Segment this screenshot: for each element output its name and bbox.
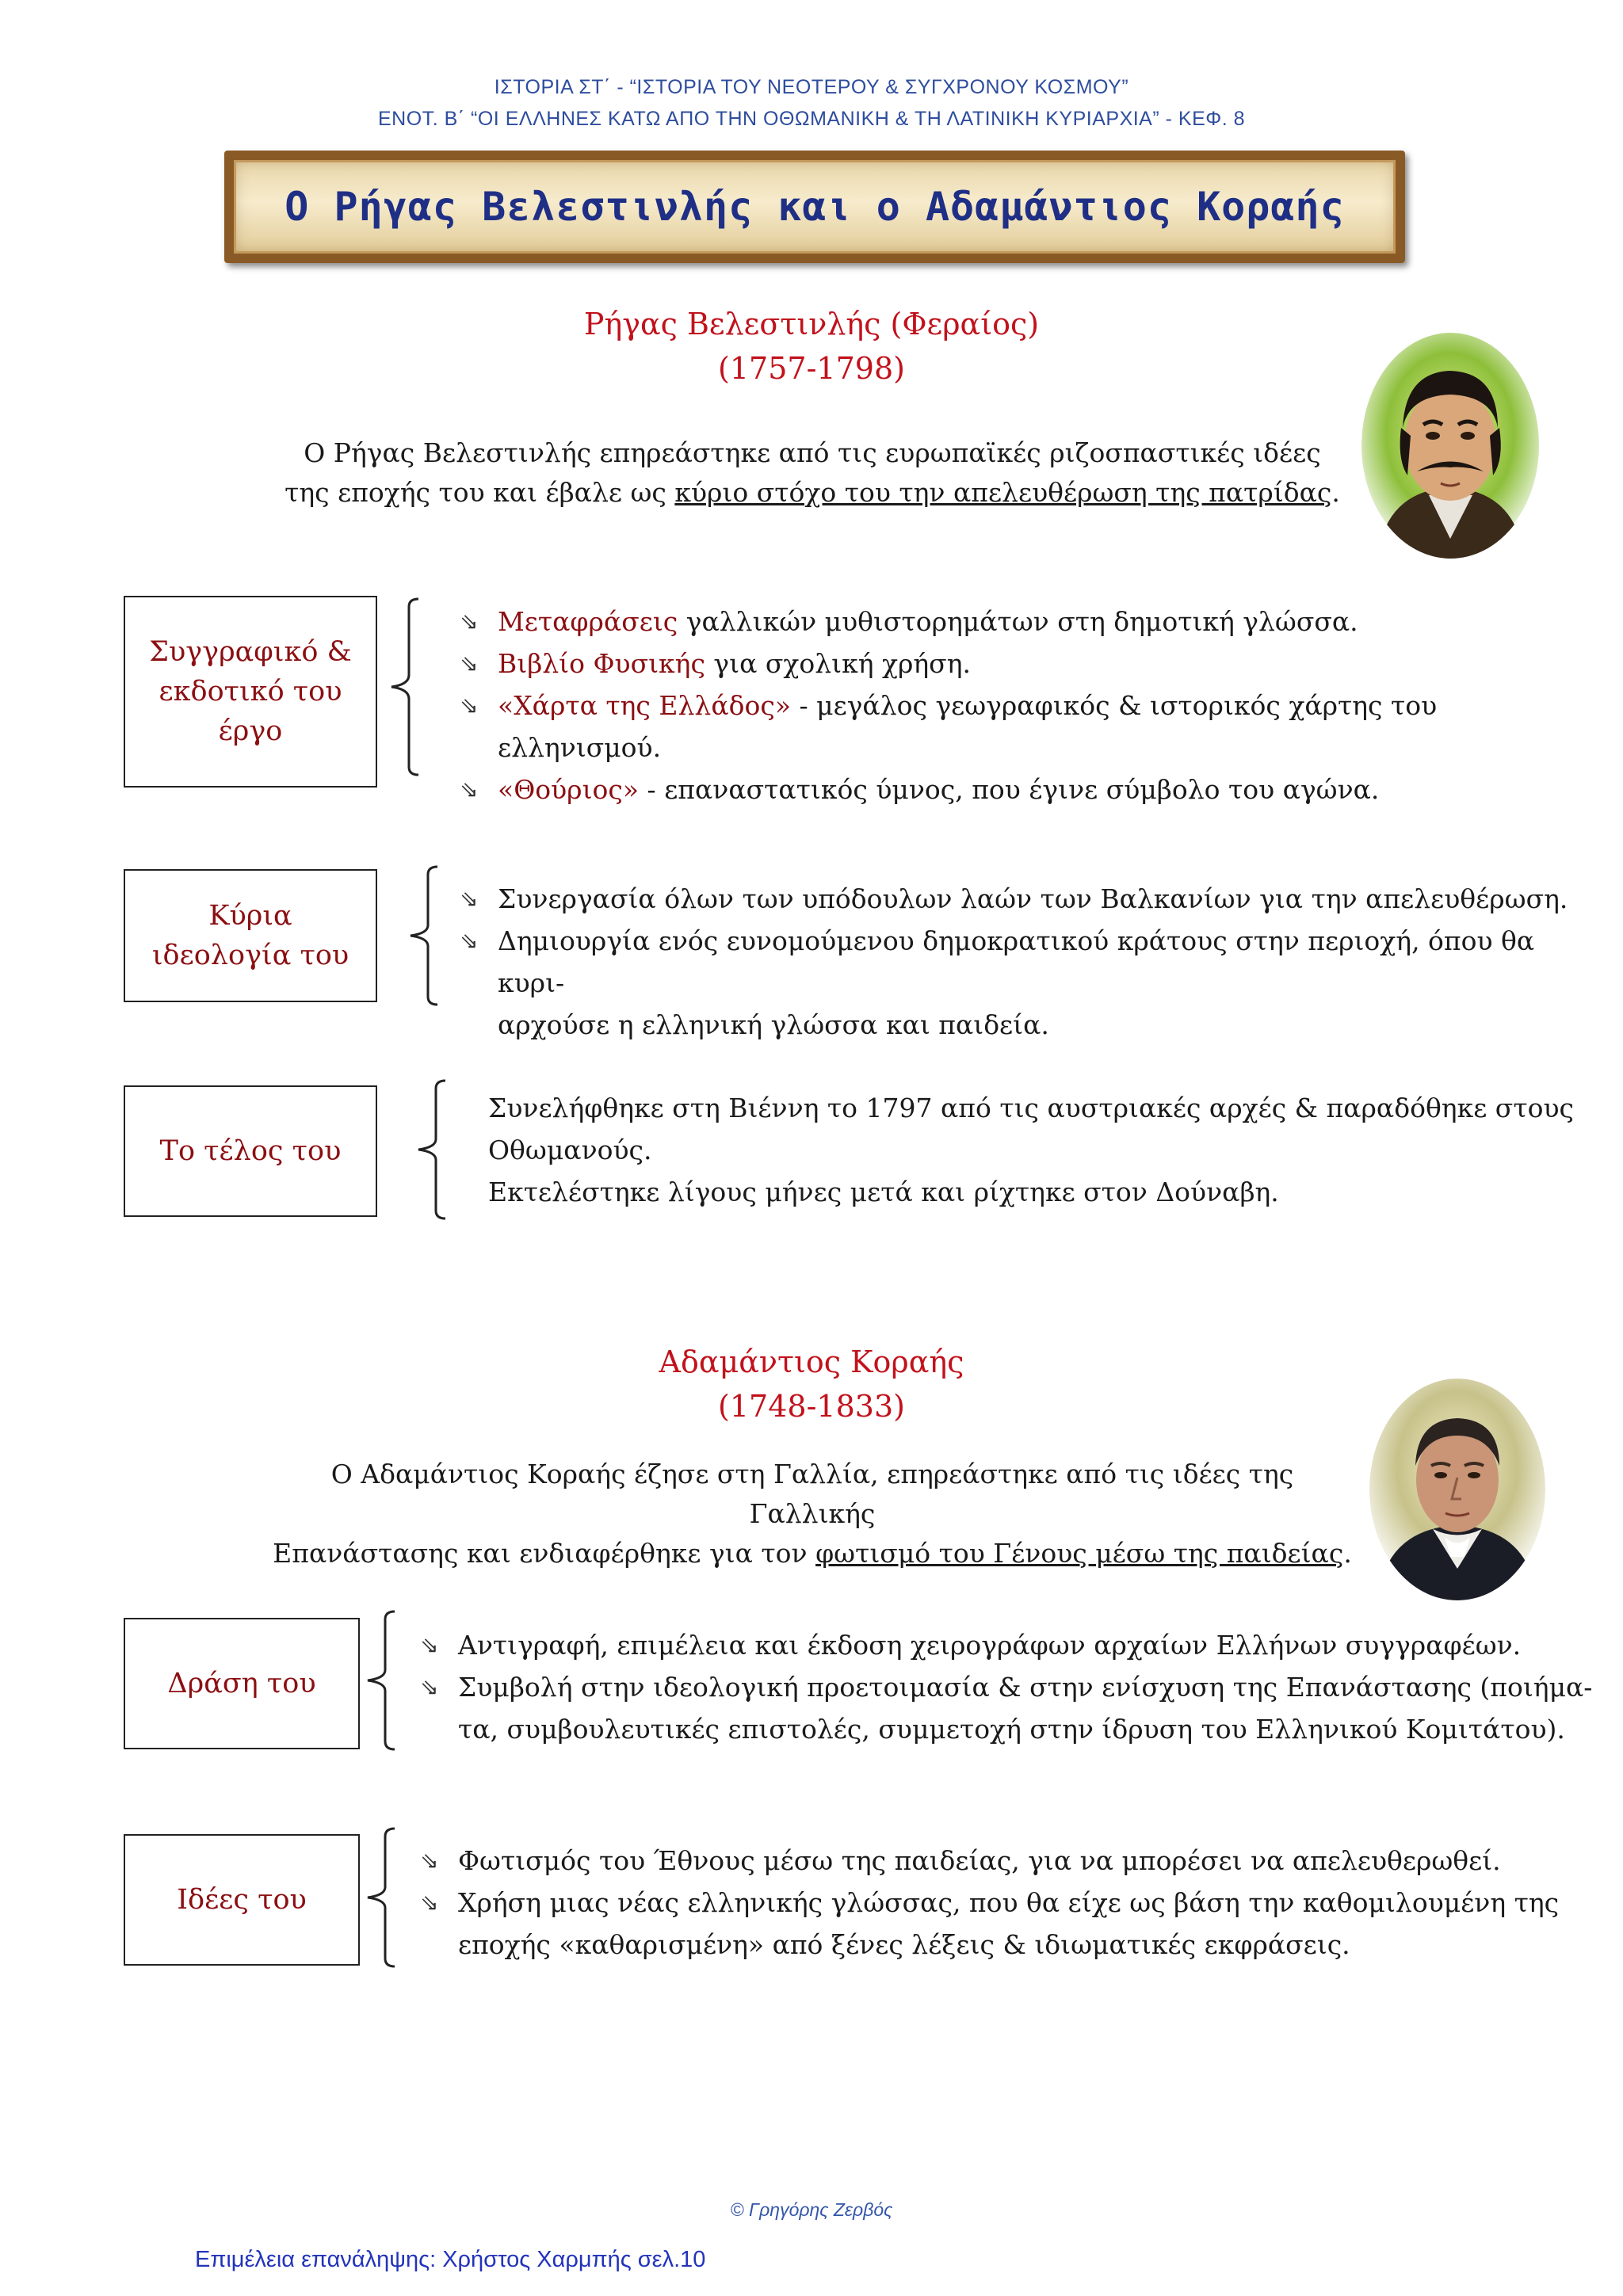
rigas-end-line-2: Οθωμανούς.	[488, 1135, 652, 1165]
rigas-intro-underlined: κύριο στόχο του την απελευθέρωση της πατρίδας	[674, 477, 1332, 508]
rigas-intro-text: της εποχής του και έβαλε ως	[285, 477, 675, 508]
arrow-bullet-icon: ⇘	[460, 776, 479, 803]
list-item-highlight: Μεταφράσεις	[498, 606, 678, 637]
korais-intro-line-2	[269, 1534, 1355, 1573]
arrow-bullet-icon: ⇘	[460, 886, 479, 912]
rigas-ideology-list	[460, 878, 1585, 1046]
arrow-bullet-icon: ⇘	[420, 1848, 439, 1874]
rigas-end-label: Το τέλος του	[159, 1135, 342, 1167]
korais-portrait-image	[1369, 1379, 1545, 1600]
korais-portrait	[1369, 1379, 1545, 1600]
rigas-work-brace	[385, 596, 425, 778]
korais-intro-underlined: φωτισμό του Γένους μέσω της παιδείας	[815, 1538, 1344, 1569]
korais-action-list	[420, 1624, 1593, 1750]
rigas-work-label: Συγγραφικό & εκδοτικό του έργο	[149, 636, 352, 747]
korais-years: (1748-1833)	[718, 1389, 905, 1424]
rigas-end-line-1: Συνελήφθηκε στη Βιέννη το 1797 από τις αυστριακές αρχές & παραδόθηκε στους	[488, 1093, 1574, 1123]
list-item-highlight: «Θούριος»	[498, 774, 640, 805]
korais-intro-line-1: Ο Αδαμάντιος Κοραής έζησε στη Γαλλία, επηρεάστηκε από τις ιδέες της Γαλλικής	[330, 1459, 1294, 1529]
rigas-end-text	[488, 1087, 1590, 1213]
rigas-ideology-brace	[404, 864, 444, 1008]
list-item	[460, 685, 1585, 769]
list-item	[420, 1666, 1593, 1750]
list-item	[460, 601, 1585, 643]
rigas-years: (1757-1798)	[718, 351, 905, 386]
list-item-text: Συμβολή στην ιδεολογική προετοιμασία & στην ενίσχυση της Επανάστασης (ποιήμα-	[458, 1672, 1593, 1703]
list-item	[460, 769, 1585, 810]
rigas-portrait	[1361, 333, 1540, 559]
rigas-portrait-image	[1361, 333, 1540, 559]
rigas-intro	[269, 433, 1355, 513]
korais-ideas-list	[420, 1840, 1593, 1966]
list-item-text-continued: τα, συμβουλευτικές επιστολές, συμμετοχή στην ίδρυση του Ελληνικού Κομιτάτου).	[458, 1714, 1565, 1745]
korais-ideas-brace	[361, 1825, 401, 1970]
list-item	[420, 1840, 1593, 1882]
korais-action-label: Δράση του	[167, 1668, 316, 1699]
list-item	[420, 1882, 1593, 1966]
rigas-intro-line-1: Ο Ρήγας Βελεστινλής επηρεάστηκε από τις ευρωπαϊκές ριζοσπαστικές ιδέες	[304, 437, 1321, 468]
korais-action-brace	[361, 1608, 401, 1753]
page-title: Ο Ρήγας Βελεστινλής και ο Αδαμάντιος Κοραής	[285, 184, 1345, 230]
rigas-end-label-box	[124, 1085, 377, 1217]
arrow-bullet-icon: ⇘	[460, 608, 479, 635]
arrow-bullet-icon: ⇘	[420, 1632, 439, 1658]
arrow-bullet-icon: ⇘	[460, 928, 479, 954]
title-banner	[224, 151, 1405, 263]
list-item-text: Αντιγραφή, επιμέλεια και έκδοση χειρογράφων αρχαίων Ελλήνων συγγραφέων.	[458, 1630, 1522, 1661]
arrow-bullet-icon: ⇘	[460, 650, 479, 677]
list-item-text: Συνεργασία όλων των υπόδουλων λαών των Βαλκανίων για την απελευθέρωση.	[498, 883, 1568, 914]
rigas-ideology-label: Κύρια ιδεολογία του	[151, 900, 349, 971]
list-item-text: - επαναστατικός ύμνος, που έγινε σύμβολο του αγώνα.	[639, 774, 1380, 805]
korais-ideas-label-box	[124, 1834, 360, 1966]
korais-intro-period: .	[1343, 1538, 1352, 1569]
list-item-text: - μεγάλος γεωγραφικός & ιστορικός χάρτης του ελληνισμού.	[498, 690, 1438, 763]
list-item-text: Φωτισμός του Έθνους μέσω της παιδείας, για να μπορέσει να απελευθερωθεί.	[458, 1845, 1501, 1876]
korais-intro-text: Επανάστασης και ενδιαφέρθηκε για τον	[273, 1538, 816, 1569]
arrow-bullet-icon: ⇘	[420, 1890, 439, 1916]
list-item	[460, 878, 1585, 920]
list-item-text: Δημιουργία ενός ευνομούμενου δημοκρατικού κράτους στην περιοχή, όπου θα κυρι-	[498, 925, 1535, 998]
rigas-intro-period: .	[1331, 477, 1340, 508]
list-item	[460, 643, 1585, 685]
author-credit: © Γρηγόρης Ζερβός	[730, 2199, 893, 2220]
rigas-end-line-3: Εκτελέστηκε λίγους μήνες μετά και ρίχτηκε στον Δούναβη.	[488, 1177, 1279, 1207]
korais-intro	[269, 1455, 1355, 1573]
list-item-text-continued: εποχής «καθαρισμένη» από ξένες λέξεις & ιδιωματικές εκφράσεις.	[458, 1929, 1350, 1960]
list-item-text-continued: αρχούσε η ελληνική γλώσσα και παιδεία.	[498, 1009, 1049, 1040]
list-item-text: για σχολική χρήση.	[705, 648, 971, 679]
arrow-bullet-icon: ⇘	[460, 692, 479, 719]
korais-ideas-label: Ιδέες του	[177, 1884, 307, 1916]
header-line-1: ΙΣΤΟΡΙΑ ΣΤ΄ - “ΙΣΤΟΡΙΑ ΤΟΥ ΝΕΟΤΕΡΟΥ & ΣΥΓΧΡΟΝΟΥ ΚΟΣΜΟΥ”	[494, 76, 1129, 98]
rigas-work-label-box	[124, 596, 377, 788]
list-item-text: γαλλικών μυθιστορημάτων στη δημοτική γλώσσα.	[678, 606, 1358, 637]
korais-action-label-box	[124, 1618, 360, 1749]
rigas-ideology-label-box	[124, 869, 377, 1002]
list-item-highlight: Βιβλίο Φυσικής	[498, 648, 705, 679]
rigas-end-brace	[412, 1077, 452, 1222]
arrow-bullet-icon: ⇘	[420, 1674, 439, 1700]
list-item	[460, 920, 1585, 1046]
list-item-highlight: «Χάρτα της Ελλάδος»	[498, 690, 792, 721]
footer-note: Επιμέλεια επανάληψης: Χρήστος Χαρμπής σελ.10	[195, 2247, 706, 2272]
rigas-intro-line-2	[269, 473, 1355, 513]
header-line-2: ΕΝΟΤ. Β΄ “ΟΙ ΕΛΛΗΝΕΣ ΚΑΤΩ ΑΠΟ ΤΗΝ ΟΘΩΜΑΝΙΚΗ & ΤΗ ΛΑΤΙΝΙΚΗ ΚΥΡΙΑΡΧΙΑ” - ΚΕΦ. 8	[378, 108, 1245, 130]
korais-name: Αδαμάντιος Κοραής	[659, 1344, 964, 1379]
list-item-text: Χρήση μιας νέας ελληνικής γλώσσας, που θα είχε ως βάση την καθομιλουμένη της	[458, 1887, 1560, 1918]
rigas-work-list	[460, 601, 1585, 810]
list-item	[420, 1624, 1593, 1666]
rigas-name: Ρήγας Βελεστινλής (Φεραίος)	[583, 307, 1040, 341]
